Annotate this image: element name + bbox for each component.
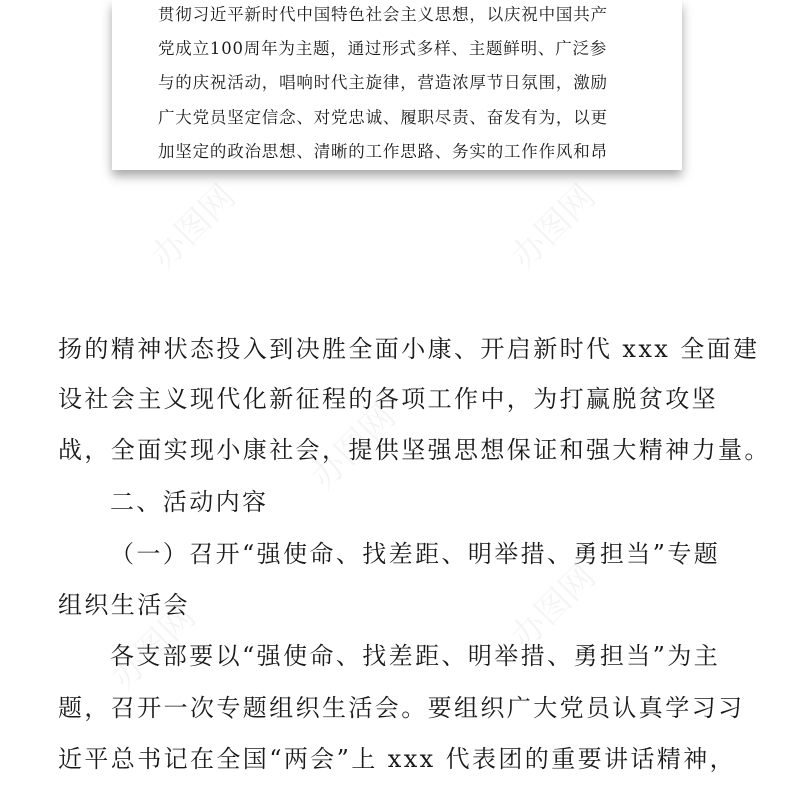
excerpt-card <box>112 0 682 170</box>
watermark <box>498 171 605 278</box>
section-heading: 二、活动内容 <box>110 488 269 516</box>
body-text-line: 战，全面实现小康社会，提供坚强思想保证和强大精神力量。 <box>58 436 771 464</box>
body-text-line: 扬的精神状态投入到决胜全面小康、开启新时代 xxx 全面建 <box>58 335 760 363</box>
card-text-line: 加坚定的政治思想、清晰的工作思路、务实的工作作风和昂 <box>158 142 608 161</box>
card-text-line: 广大党员坚定信念、对党忠诚、履职尽责、奋发有为，以更 <box>158 108 608 127</box>
body-text-line: 近平总书记在全国“两会”上 xxx 代表团的重要讲话精神， <box>58 745 737 773</box>
card-text-line: 贯彻习近平新时代中国特色社会主义思想，以庆祝中国共产 <box>158 5 608 24</box>
watermark <box>138 171 245 278</box>
card-text-line: 与的庆祝活动，唱响时代主旋律，营造浓厚节日氛围，激励 <box>158 73 608 92</box>
body-text-line: 设社会主义现代化新征程的各项工作中，为打赢脱贫攻坚 <box>58 385 718 413</box>
subsection-heading: （一）召开“强使命、找差距、明举措、勇担当”专题 <box>110 540 721 568</box>
body-text-line: 题，召开一次专题组织生活会。要组织广大党员认真学习习 <box>58 694 745 722</box>
card-text-line: 党成立100周年为主题，通过形式多样、主题鲜明、广泛参 <box>158 39 608 58</box>
body-text-line: 各支部要以“强使命、找差距、明举措、勇担当”为主 <box>110 642 721 670</box>
subsection-heading-continued: 组织生活会 <box>58 591 190 619</box>
